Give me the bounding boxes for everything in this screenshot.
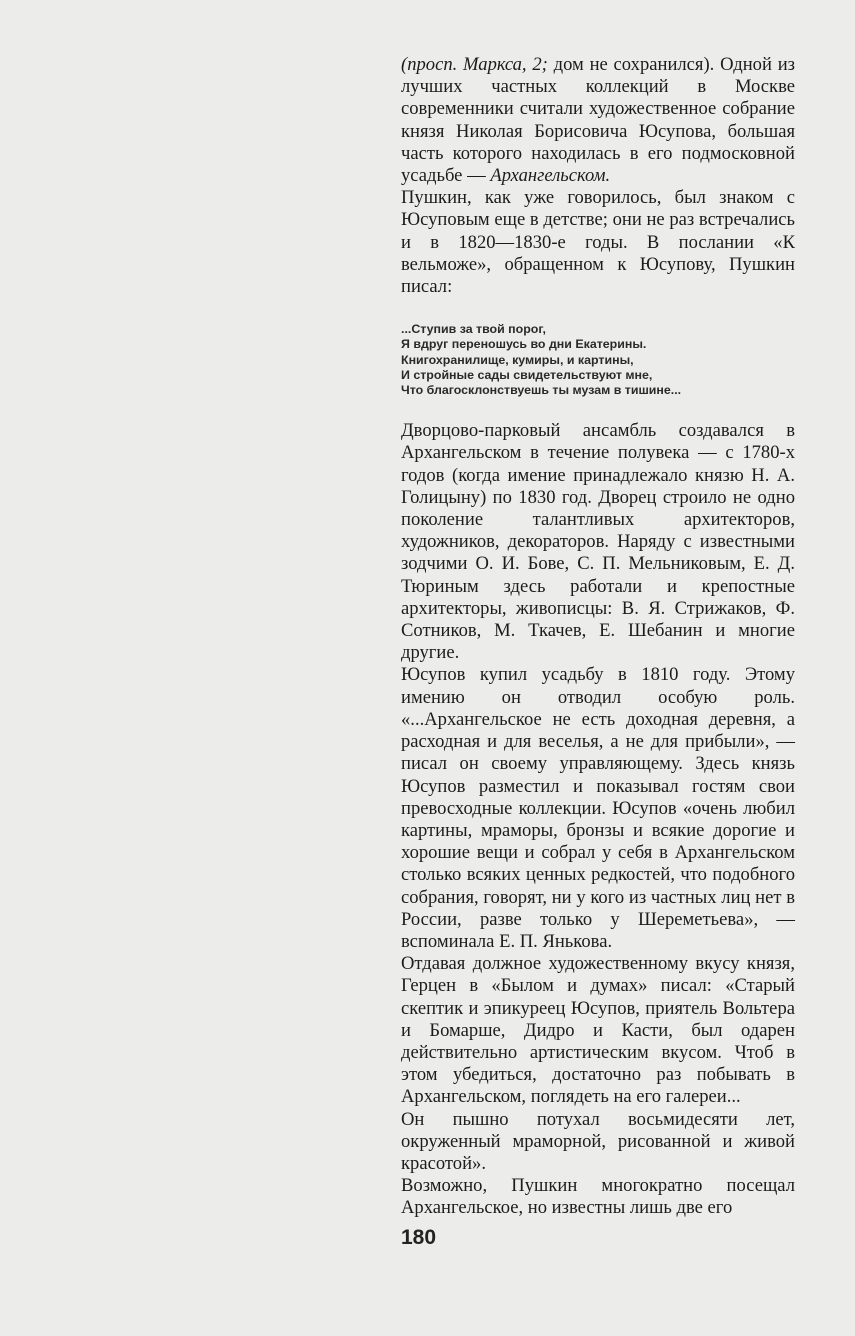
text-column xyxy=(401,54,795,1220)
poem-line: Книгохранилище, кумиры, и картины, xyxy=(401,352,634,367)
paragraph-6: Он пышно потухал восьмидесяти лет, окруженный мраморной, рисованной и живой красотой». xyxy=(401,1108,795,1174)
paragraph-1 xyxy=(401,54,795,187)
paragraph-3: Дворцово-парковый ансамбль создавался в Архангельском в течение полувека — с 1780-х годов (когда имение принадлежало князю Н. А. Голицыну) по 1830 год. Дворец строило не одно поколение талантливых архитекторов, художников, декораторов. Наряду с известными зодчими О. И. Бове, С. П. Мельниковым, Е. Д. Тюриным здесь работали и крепостные архитекторы, живописцы: В. Я. Стрижаков, Ф. Сотников, М. Ткачев, Е. Шебанин и многие другие. xyxy=(401,420,795,664)
poem-quote xyxy=(401,322,795,398)
poem-line: И стройные сады свидетельствуют мне, xyxy=(401,367,653,382)
paragraph-4: Юсупов купил усадьбу в 1810 году. Этому имению он отводил особую роль. «...Архангельское не есть доходная деревня, а расходная и для веселья, а не для прибыли», — писал он своему управляющему. Здесь князь Юсупов разместил и показывал гостям свои превосходные коллекции. Юсупов «очень любил картины, мраморы, бронзы и всякие дорогие и хорошие вещи и собрал у себя в Архангельском столько всяких ценных редкостей, что подобного собрания, говорят, ни у кого из частных лиц нет в России, разве только у Шереметьева», — вспоминала Е. П. Янькова. xyxy=(401,664,795,952)
paragraph-2: Пушкин, как уже говорилось, был знаком с Юсуповым еще в детстве; они не раз встречались и в 1820—1830-е годы. В послании «К вельможе», обращенном к Юсупову, Пушкин писал: xyxy=(401,187,795,298)
place-italic: Архангельском. xyxy=(485,165,611,187)
poem-line: Я вдруг переношусь во дни Екатерины. xyxy=(401,337,647,352)
poem-line: ...Ступив за твой порог, xyxy=(401,322,546,337)
page-number: 180 xyxy=(401,1226,437,1249)
paragraph-1-text: дом не сохранился). Одной из лучших частных коллекций в Москве современники считали художественное собрание князя Николая Борисовича Юсупова, большая часть которого находилась в его подмосковной усадьбе — xyxy=(401,54,796,187)
address-italic: (просп. Маркса, 2; xyxy=(401,54,548,75)
paragraph-5: Отдавая должное художественному вкусу князя, Герцен в «Былом и думах» писал: «Старый скептик и эпикуреец Юсупов, приятель Вольтера и Бомарше, Дидро и Касти, был одарен действительно артистическим вкусом. Чтоб в этом убедиться, достаточно раз побывать в Архангельском, поглядеть на его галереи... xyxy=(401,953,795,1108)
poem-line: Что благосклонствуешь ты музам в тишине... xyxy=(401,383,682,398)
paragraph-7: Возможно, Пушкин многократно посещал Архангельское, но известны лишь две его xyxy=(401,1175,795,1219)
